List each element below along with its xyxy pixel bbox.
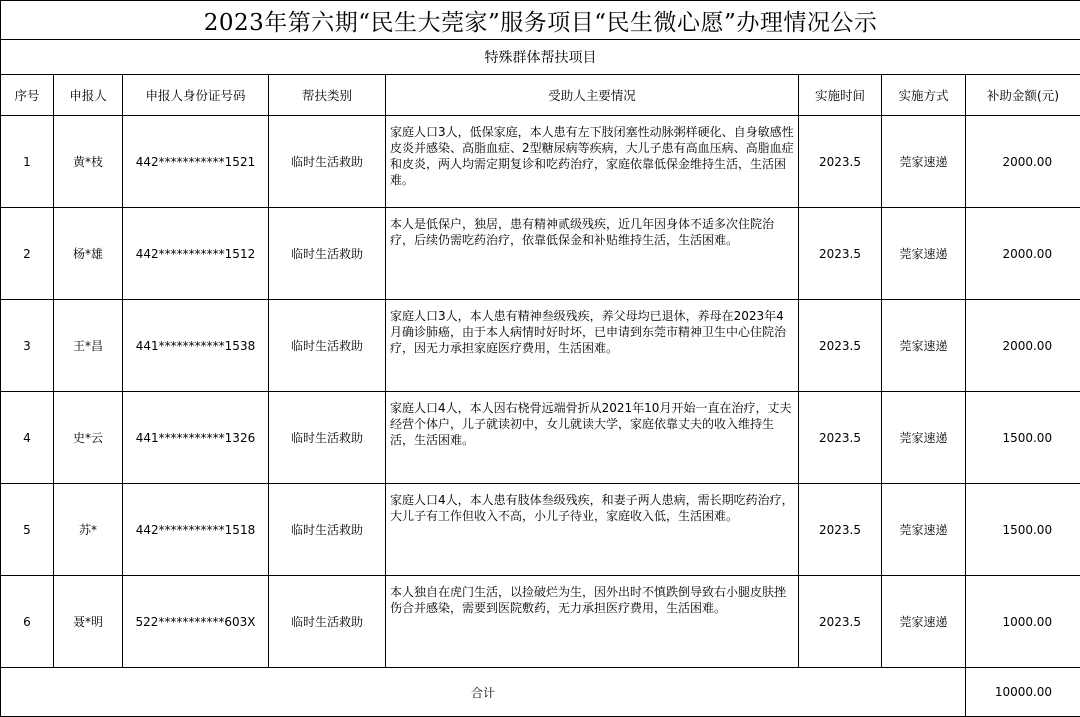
total-amount: 10000.00 [966, 668, 1080, 717]
row-applicant: 苏* [54, 484, 123, 576]
row-id-number: 442***********1521 [123, 116, 269, 208]
header-method: 实施方式 [882, 75, 966, 116]
row-amount: 1000.00 [966, 576, 1080, 668]
table-row [1, 392, 1080, 484]
row-method: 莞家速递 [882, 116, 966, 208]
row-category: 临时生活救助 [269, 208, 386, 300]
row-category: 临时生活救助 [269, 392, 386, 484]
row-amount: 2000.00 [966, 116, 1080, 208]
row-applicant: 史*云 [54, 392, 123, 484]
row-amount: 1500.00 [966, 392, 1080, 484]
row-category: 临时生活救助 [269, 484, 386, 576]
row-situation: 本人是低保户，独居，患有精神贰级残疾，近几年因身体不适多次住院治疗，后续仍需吃药治疗，依靠低保金和补贴维持生活，生活困难。 [386, 208, 799, 300]
table-row [1, 300, 1080, 392]
header-situation: 受助人主要情况 [386, 75, 799, 116]
row-category: 临时生活救助 [269, 576, 386, 668]
section-subtitle: 特殊群体帮扶项目 [1, 40, 1080, 75]
total-label: 合计 [1, 668, 966, 717]
row-method: 莞家速递 [882, 576, 966, 668]
row-method: 莞家速递 [882, 300, 966, 392]
page-title: 2023年第六期“民生大莞家”服务项目“民生微心愿”办理情况公示 [1, 1, 1080, 40]
row-method: 莞家速递 [882, 392, 966, 484]
header-id-number: 申报人身份证号码 [123, 75, 269, 116]
header-category: 帮扶类别 [269, 75, 386, 116]
row-amount: 1500.00 [966, 484, 1080, 576]
row-index: 2 [1, 208, 54, 300]
row-method: 莞家速递 [882, 484, 966, 576]
header-row [1, 75, 1080, 116]
table-row [1, 576, 1080, 668]
table-row [1, 208, 1080, 300]
total-row [1, 668, 1080, 717]
table-row [1, 116, 1080, 208]
row-situation: 家庭人口4人，本人患有肢体叁级残疾，和妻子两人患病，需长期吃药治疗，大儿子有工作但收入不高，小儿子待业，家庭收入低，生活困难。 [386, 484, 799, 576]
row-date: 2023.5 [799, 484, 882, 576]
row-date: 2023.5 [799, 392, 882, 484]
row-id-number: 442***********1512 [123, 208, 269, 300]
row-index: 5 [1, 484, 54, 576]
row-situation: 家庭人口3人，低保家庭，本人患有左下肢闭塞性动脉粥样硬化、自身敏感性皮炎并感染、高脂血症、2型糖尿病等疾病，大儿子患有高血压病、高脂血症和皮炎，两人均需定期复诊和吃药治疗，家庭依靠低保金维持生活，生活困难。 [386, 116, 799, 208]
row-situation: 家庭人口3人，本人患有精神叁级残疾，养父母均已退休，养母在2023年4月确诊肺癌，由于本人病情时好时坏，已申请到东莞市精神卫生中心住院治疗，因无力承担家庭医疗费用，生活困难。 [386, 300, 799, 392]
row-id-number: 441***********1538 [123, 300, 269, 392]
row-date: 2023.5 [799, 208, 882, 300]
header-amount: 补助金额(元) [966, 75, 1080, 116]
row-index: 3 [1, 300, 54, 392]
row-amount: 2000.00 [966, 208, 1080, 300]
header-applicant: 申报人 [54, 75, 123, 116]
row-date: 2023.5 [799, 300, 882, 392]
row-date: 2023.5 [799, 116, 882, 208]
row-applicant: 杨*雄 [54, 208, 123, 300]
row-applicant: 黄*枝 [54, 116, 123, 208]
row-category: 临时生活救助 [269, 300, 386, 392]
row-method: 莞家速递 [882, 208, 966, 300]
row-index: 6 [1, 576, 54, 668]
row-category: 临时生活救助 [269, 116, 386, 208]
row-situation: 家庭人口4人，本人因右桡骨远端骨折从2021年10月开始一直在治疗，丈夫经营个体户，儿子就读初中，女儿就读大学，家庭依靠丈夫的收入维持生活，生活困难。 [386, 392, 799, 484]
row-id-number: 442***********1518 [123, 484, 269, 576]
row-situation: 本人独自在虎门生活，以捡破烂为生，因外出时不慎跌倒导致右小腿皮肤挫伤合并感染，需要到医院敷药，无力承担医疗费用，生活困难。 [386, 576, 799, 668]
table-row [1, 484, 1080, 576]
row-applicant: 王*昌 [54, 300, 123, 392]
row-applicant: 聂*明 [54, 576, 123, 668]
row-id-number: 522***********603X [123, 576, 269, 668]
header-date: 实施时间 [799, 75, 882, 116]
row-index: 4 [1, 392, 54, 484]
row-date: 2023.5 [799, 576, 882, 668]
row-id-number: 441***********1326 [123, 392, 269, 484]
row-amount: 2000.00 [966, 300, 1080, 392]
header-index: 序号 [1, 75, 54, 116]
row-index: 1 [1, 116, 54, 208]
